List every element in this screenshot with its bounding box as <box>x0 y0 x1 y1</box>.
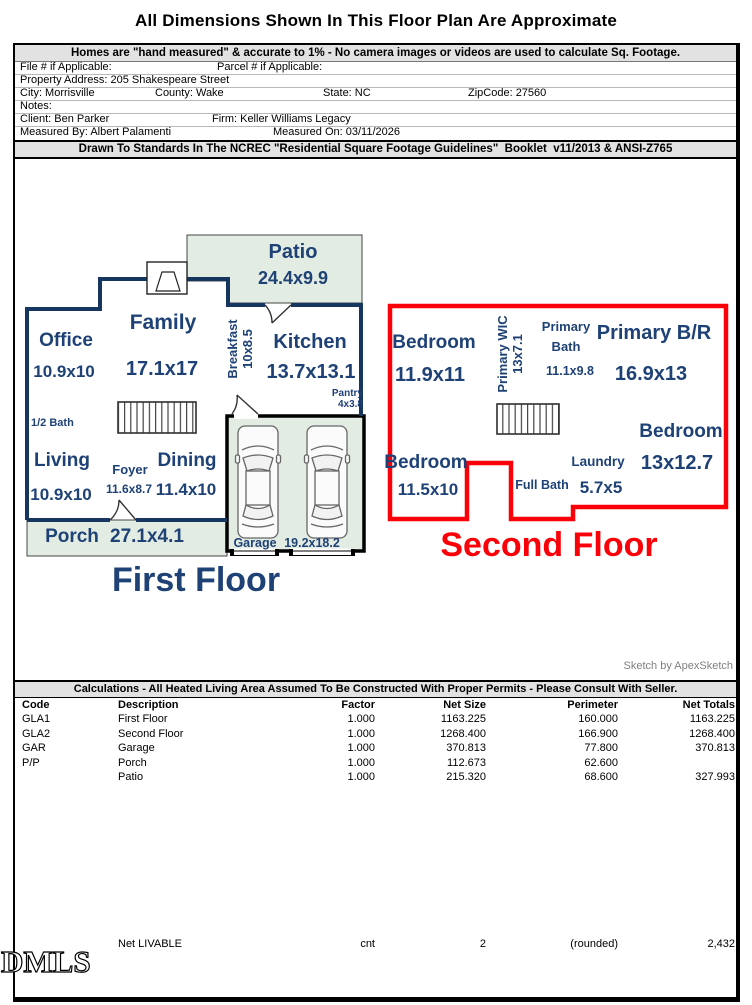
second-floor-title: Second Floor <box>440 526 658 564</box>
cell-perimeter: 62.600 <box>584 757 618 769</box>
col-net-totals: Net Totals <box>682 699 735 711</box>
cell-net-totals: 1268.400 <box>689 728 735 740</box>
cell-desc: Second Floor <box>118 728 184 740</box>
field-county: County: Wake <box>155 87 224 99</box>
room-dim-primary-br: 16.9x13 <box>614 363 688 385</box>
room-label-garage: Garage <box>233 536 277 550</box>
cell-code: GAR <box>22 742 46 754</box>
room-dim-garage: 19.2x18.2 <box>284 536 340 550</box>
room-label-pantry: Pantry <box>331 388 363 399</box>
field-zipcode: ZipCode: 27560 <box>468 87 547 99</box>
field-property-address: Property Address: 205 Shakespeare Street <box>20 74 230 86</box>
room-dim-foyer: 11.6x8.7 <box>105 482 153 496</box>
cell-net-size: 1268.400 <box>440 728 486 740</box>
cell-factor: 1.000 <box>347 728 375 740</box>
field-measured-by: Measured By: Albert Palamenti <box>20 126 172 138</box>
field-measured-on: Measured On: 03/11/2026 <box>273 126 400 138</box>
room-label-primary-bath-2: Bath <box>551 339 581 354</box>
standards-banner: Drawn To Standards In The NCREC "Residential Square Footage Guidelines" Booklet v11/2013 & ANSI-Z765 <box>15 140 736 159</box>
info-row-notes <box>15 100 736 114</box>
room-label-primary-br: Primary B/R <box>596 322 712 344</box>
calculations-banner: Calculations - All Heated Living Area Assumed To Be Constructed With Proper Permits - Please Consult With Seller. <box>15 680 736 698</box>
info-row-file <box>15 61 736 75</box>
field-client: Client: Ben Parker <box>20 113 110 125</box>
garage-entry-gap <box>234 413 258 420</box>
info-row-client <box>15 113 736 127</box>
cell-code: GLA2 <box>22 728 51 740</box>
fireplace-icon <box>147 262 187 294</box>
room-dim-pantry: 4x3.8 <box>337 399 363 410</box>
cell-perimeter: 77.800 <box>584 742 618 754</box>
room-label-bedroom-r: Bedroom <box>639 421 723 442</box>
cell-net-size: 215.320 <box>446 771 486 783</box>
cnt-label: cnt <box>360 938 375 950</box>
field-firm: Firm: Keller Williams Legacy <box>212 113 351 125</box>
net-livable-total: 2,432 <box>707 938 735 950</box>
floor-plan-drawing <box>15 159 736 680</box>
car-icon <box>305 426 350 538</box>
cell-net-totals: 1163.225 <box>689 713 735 725</box>
room-dim-porch: 27.1x4.1 <box>110 526 184 547</box>
room-dim-laundry: 5.7x5 <box>579 478 623 497</box>
info-row-measured <box>15 126 736 140</box>
room-label-foyer: Foyer <box>112 462 148 477</box>
field-parcel-number: Parcel # if Applicable: <box>217 61 323 73</box>
cell-factor: 1.000 <box>347 742 375 754</box>
cell-desc: Garage <box>118 742 155 754</box>
cell-factor: 1.000 <box>347 757 375 769</box>
page-title: All Dimensions Shown In This Floor Plan Are Approximate <box>134 11 618 30</box>
room-label-family: Family <box>129 311 197 334</box>
room-dim-dining: 11.4x10 <box>155 480 217 499</box>
field-state: State: NC <box>323 87 371 99</box>
room-label-dining: Dining <box>157 450 217 471</box>
room-label-patio: Patio <box>268 241 318 263</box>
room-label-bedroom-bl: Bedroom <box>384 452 468 473</box>
info-row-city <box>15 87 736 101</box>
stairs-second-floor-icon <box>497 404 559 434</box>
room-label-breakfast: Breakfast 10x8.5 <box>225 319 255 379</box>
room-label-full-bath: Full Bath <box>515 478 569 492</box>
room-dim-bedroom-bl: 11.5x10 <box>397 480 459 499</box>
room-label-bedroom-tl: Bedroom <box>392 332 476 353</box>
cell-factor: 1.000 <box>347 771 375 783</box>
sketch-credit: Sketch by ApexSketch <box>623 660 733 672</box>
col-description: Description <box>118 699 179 711</box>
col-code: Code <box>22 699 50 711</box>
room-label-living: Living <box>34 450 90 471</box>
cell-net-size: 370.813 <box>446 742 486 754</box>
cell-desc: Porch <box>118 757 147 769</box>
dmls-watermark: DMLS <box>1 944 91 979</box>
cell-perimeter: 68.600 <box>584 771 618 783</box>
room-label-half-bath: 1/2 Bath <box>31 417 74 429</box>
room-label-primary-wic: Primary WIC 13x7.1 <box>495 315 525 393</box>
room-dim-living: 10.9x10 <box>30 485 92 504</box>
room-label-office: Office <box>39 330 93 351</box>
room-dim-patio: 24.4x9.9 <box>257 268 329 288</box>
cell-perimeter: 160.000 <box>578 713 618 725</box>
cell-net-size: 112.673 <box>447 757 486 769</box>
net-livable-label: Net LIVABLE <box>118 938 182 950</box>
stairs-first-floor-icon <box>118 402 196 433</box>
room-dim-kitchen: 13.7x13.1 <box>266 361 356 383</box>
room-dim-office: 10.9x10 <box>33 362 95 381</box>
room-dim-family: 17.1x17 <box>125 358 199 380</box>
col-factor: Factor <box>341 699 375 711</box>
cell-factor: 1.000 <box>347 713 375 725</box>
room-label-porch: Porch <box>45 526 99 547</box>
cell-code: GLA1 <box>22 713 51 725</box>
room-dim-bedroom-tl: 11.9x11 <box>394 364 466 386</box>
rounded-label: (rounded) <box>570 938 618 950</box>
cell-net-size: 1163.225 <box>440 713 486 725</box>
cell-net-totals: 327.993 <box>695 771 735 783</box>
cell-net-totals: 370.813 <box>695 742 735 754</box>
field-file-number: File # if Applicable: <box>20 61 112 73</box>
room-label-kitchen: Kitchen <box>273 331 347 353</box>
cell-desc: First Floor <box>118 713 168 725</box>
col-net-size: Net Size <box>443 699 486 711</box>
accuracy-banner: Homes are "hand measured" & accurate to 1% - No camera images or videos are used to calculate Sq. Footage. <box>15 45 736 62</box>
room-label-primary-bath-1: Primary <box>541 319 591 334</box>
col-perimeter: Perimeter <box>567 699 618 711</box>
room-label-laundry: Laundry <box>571 454 625 469</box>
car-icon <box>236 426 281 538</box>
field-notes: Notes: <box>20 100 52 112</box>
cell-code: P/P <box>22 757 40 769</box>
field-city: City: Morrisville <box>20 87 95 99</box>
info-row-address <box>15 74 736 88</box>
room-dim-primary-bath: 11.1x9.8 <box>546 364 594 378</box>
cnt-value: 2 <box>479 938 486 950</box>
cell-desc: Patio <box>118 771 144 783</box>
first-floor-title: First Floor <box>111 561 281 599</box>
room-dim-bedroom-r: 13x12.7 <box>640 452 714 474</box>
cell-perimeter: 166.900 <box>578 728 618 740</box>
